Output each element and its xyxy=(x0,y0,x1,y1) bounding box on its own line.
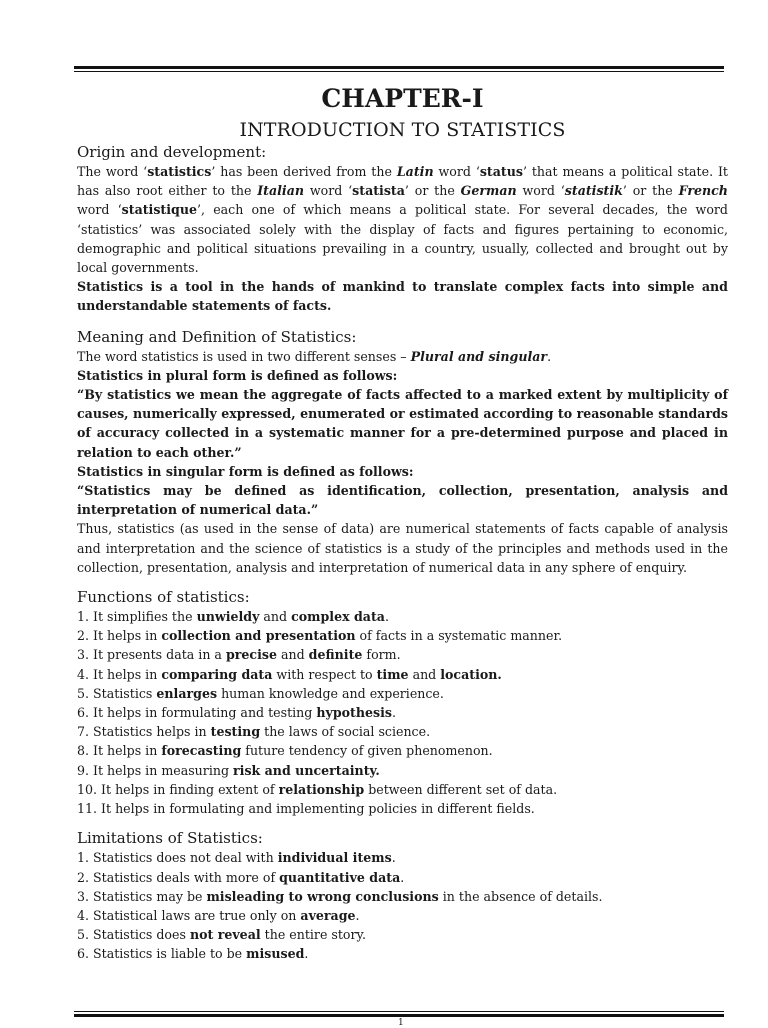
list-item: 10. It helps in finding extent of relationship between different set of data. xyxy=(77,781,558,797)
plural-definition: “By statistics we mean the aggregate of facts affected to a marked extent by multiplicity of causes, numerically expressed, enumerated or estimated according to reasonable standards of accuracy collected in a systematic manner for a pre-determined purpose and placed in relation to each other.” xyxy=(77,387,728,460)
list-item: 6. Statistics is liable to be misused. xyxy=(77,946,309,962)
list-item: 6. It helps in formulating and testing hypothesis. xyxy=(77,705,397,721)
list-item: 4. It helps in comparing data with respect to time and location. xyxy=(77,666,502,682)
list-item: 5. Statistics does not reveal the entire story. xyxy=(77,927,366,943)
list-item: 11. It helps in formulating and implementing policies in different fields. xyxy=(77,801,535,817)
page-content xyxy=(77,84,728,964)
list-item: 3. Statistics may be misleading to wrong conclusions in the absence of details. xyxy=(77,888,603,904)
list-item: 3. It presents data in a precise and definite form. xyxy=(77,647,401,663)
meaning-heading: Meaning and Definition of Statistics: xyxy=(77,327,357,346)
page-number: 1 xyxy=(398,1018,404,1028)
origin-heading: Origin and development: xyxy=(77,143,267,161)
list-item: 2. Statistics deals with more of quantitative data. xyxy=(77,869,405,885)
functions-heading: Functions of statistics: xyxy=(77,588,250,607)
list-item: 1. Statistics does not deal with individual items. xyxy=(77,850,396,866)
list-item: 8. It helps in forecasting future tendency of given phenomenon. xyxy=(77,743,493,759)
list-item: 1. It simplifies the unwieldy and complex data. xyxy=(77,609,389,625)
singular-label: Statistics in singular form is defined as follows: xyxy=(77,463,414,479)
plural-label: Statistics in plural form is defined as follows: xyxy=(77,367,398,383)
limitations-heading: Limitations of Statistics: xyxy=(77,829,263,848)
list-item: 9. It helps in measuring risk and uncertainty. xyxy=(77,762,380,778)
list-item: 5. Statistics enlarges human knowledge and experience. xyxy=(77,685,444,701)
functions-list xyxy=(77,607,728,818)
origin-paragraph: The word ‘statistics’ has been derived from the Latin word ‘status’ that means a political state. It has also root either to the Italian word ‘statista’ or the German word ‘statistik’ or the French word ‘statistique’, each one of which means a political state. For several decades, the word ‘statistics’ was associated solely with the display of facts and figures pertaining to economic, demographic and political situations prevailing in a country, usually, collected and brought out by local governments. xyxy=(77,164,728,276)
limitations-list xyxy=(77,848,728,963)
list-item: 2. It helps in collection and presentation of facts in a systematic manner. xyxy=(77,628,563,644)
list-item: 4. Statistical laws are true only on average. xyxy=(77,907,360,923)
list-item: 7. Statistics helps in testing the laws of social science. xyxy=(77,724,431,740)
bottom-rule xyxy=(74,1011,724,1017)
thus-paragraph: Thus, statistics (as used in the sense of data) are numerical statements of facts capable of analysis and interpretation and the science of statistics is a study of the principles and methods used in the collection, presentation, analysis and interpretation of numerical data in any sphere of enquiry. xyxy=(77,521,728,575)
meaning-intro: The word statistics is used in two different senses – Plural and singular. xyxy=(77,348,552,364)
top-rule xyxy=(74,66,724,72)
chapter-title: INTRODUCTION TO STATISTICS xyxy=(239,119,566,141)
singular-definition: “Statistics may be defined as identification, collection, presentation, analysis and interpretation of numerical data.” xyxy=(77,483,728,518)
origin-summary: Statistics is a tool in the hands of mankind to translate complex facts into simple and understandable statements of facts. xyxy=(77,279,728,314)
chapter-heading: CHAPTER-I xyxy=(321,84,484,113)
